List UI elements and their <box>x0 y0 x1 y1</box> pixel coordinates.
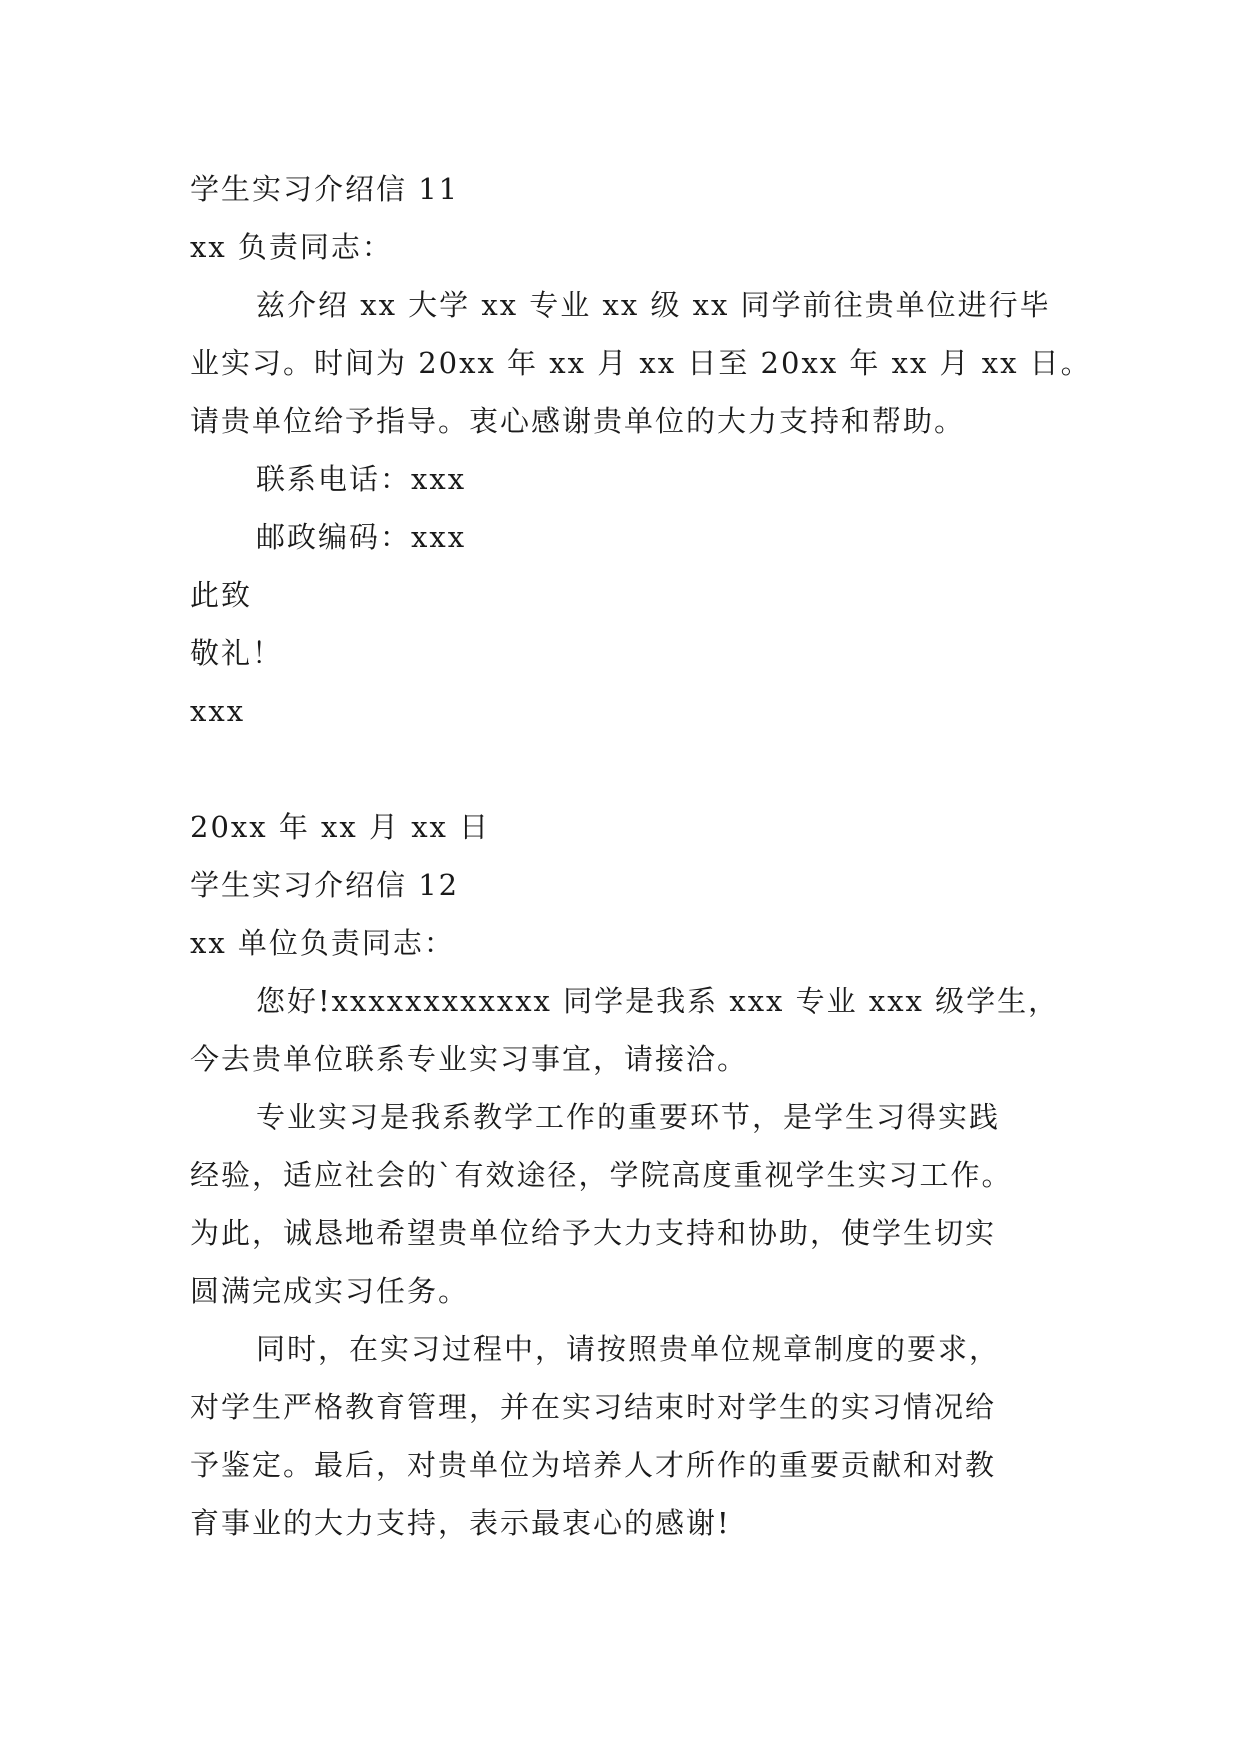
body-line: 请贵单位给予指导。衷心感谢贵单位的大力支持和帮助。 <box>190 404 966 438</box>
body-line: 今去贵单位联系专业实习事宜，请接洽。 <box>190 1042 749 1076</box>
document-page <box>190 160 1092 1552</box>
postal-code: 邮政编码：xxx <box>256 520 467 554</box>
letter-salutation: xx 单位负责同志： <box>190 926 455 960</box>
contact-phone: 联系电话：xxx <box>256 462 467 496</box>
body-line: 经验，适应社会的`有效途径，学院高度重视学生实习工作。 <box>190 1158 1013 1192</box>
closing-line: 此致 <box>190 578 253 612</box>
body-line: 同时，在实习过程中，请按照贵单位规章制度的要求， <box>256 1332 1001 1366</box>
body-line: 圆满完成实习任务。 <box>190 1274 470 1308</box>
letter-date: 20xx 年 xx 月 xx 日 <box>190 810 491 844</box>
body-line: 予鉴定。最后，对贵单位为培养人才所作的重要贡献和对教 <box>190 1448 997 1482</box>
body-line: 兹介绍 xx 大学 xx 专业 xx 级 xx 同学前往贵单位进行毕 <box>256 288 1051 322</box>
body-line: 专业实习是我系教学工作的重要环节，是学生习得实践 <box>256 1100 1001 1134</box>
blank-line <box>190 740 1070 798</box>
closing-line: 敬礼！ <box>190 636 284 670</box>
body-line: 对学生严格教育管理，并在实习结束时对学生的实习情况给 <box>190 1390 997 1424</box>
letter-salutation: xx 负责同志： <box>190 230 393 264</box>
letter-title: 学生实习介绍信 11 <box>190 172 460 206</box>
letter-title: 学生实习介绍信 12 <box>190 868 460 902</box>
body-line: 您好!xxxxxxxxxxxx 同学是我系 xxx 专业 xxx 级学生， <box>256 984 1060 1018</box>
body-line: 育事业的大力支持，表示最衷心的感谢! <box>190 1506 731 1540</box>
signature: xxx <box>190 694 246 728</box>
body-line: 业实习。时间为 20xx 年 xx 月 xx 日至 20xx 年 xx 月 xx 日。 <box>190 346 1092 380</box>
body-line: 为此，诚恳地希望贵单位给予大力支持和协助，使学生切实 <box>190 1216 997 1250</box>
